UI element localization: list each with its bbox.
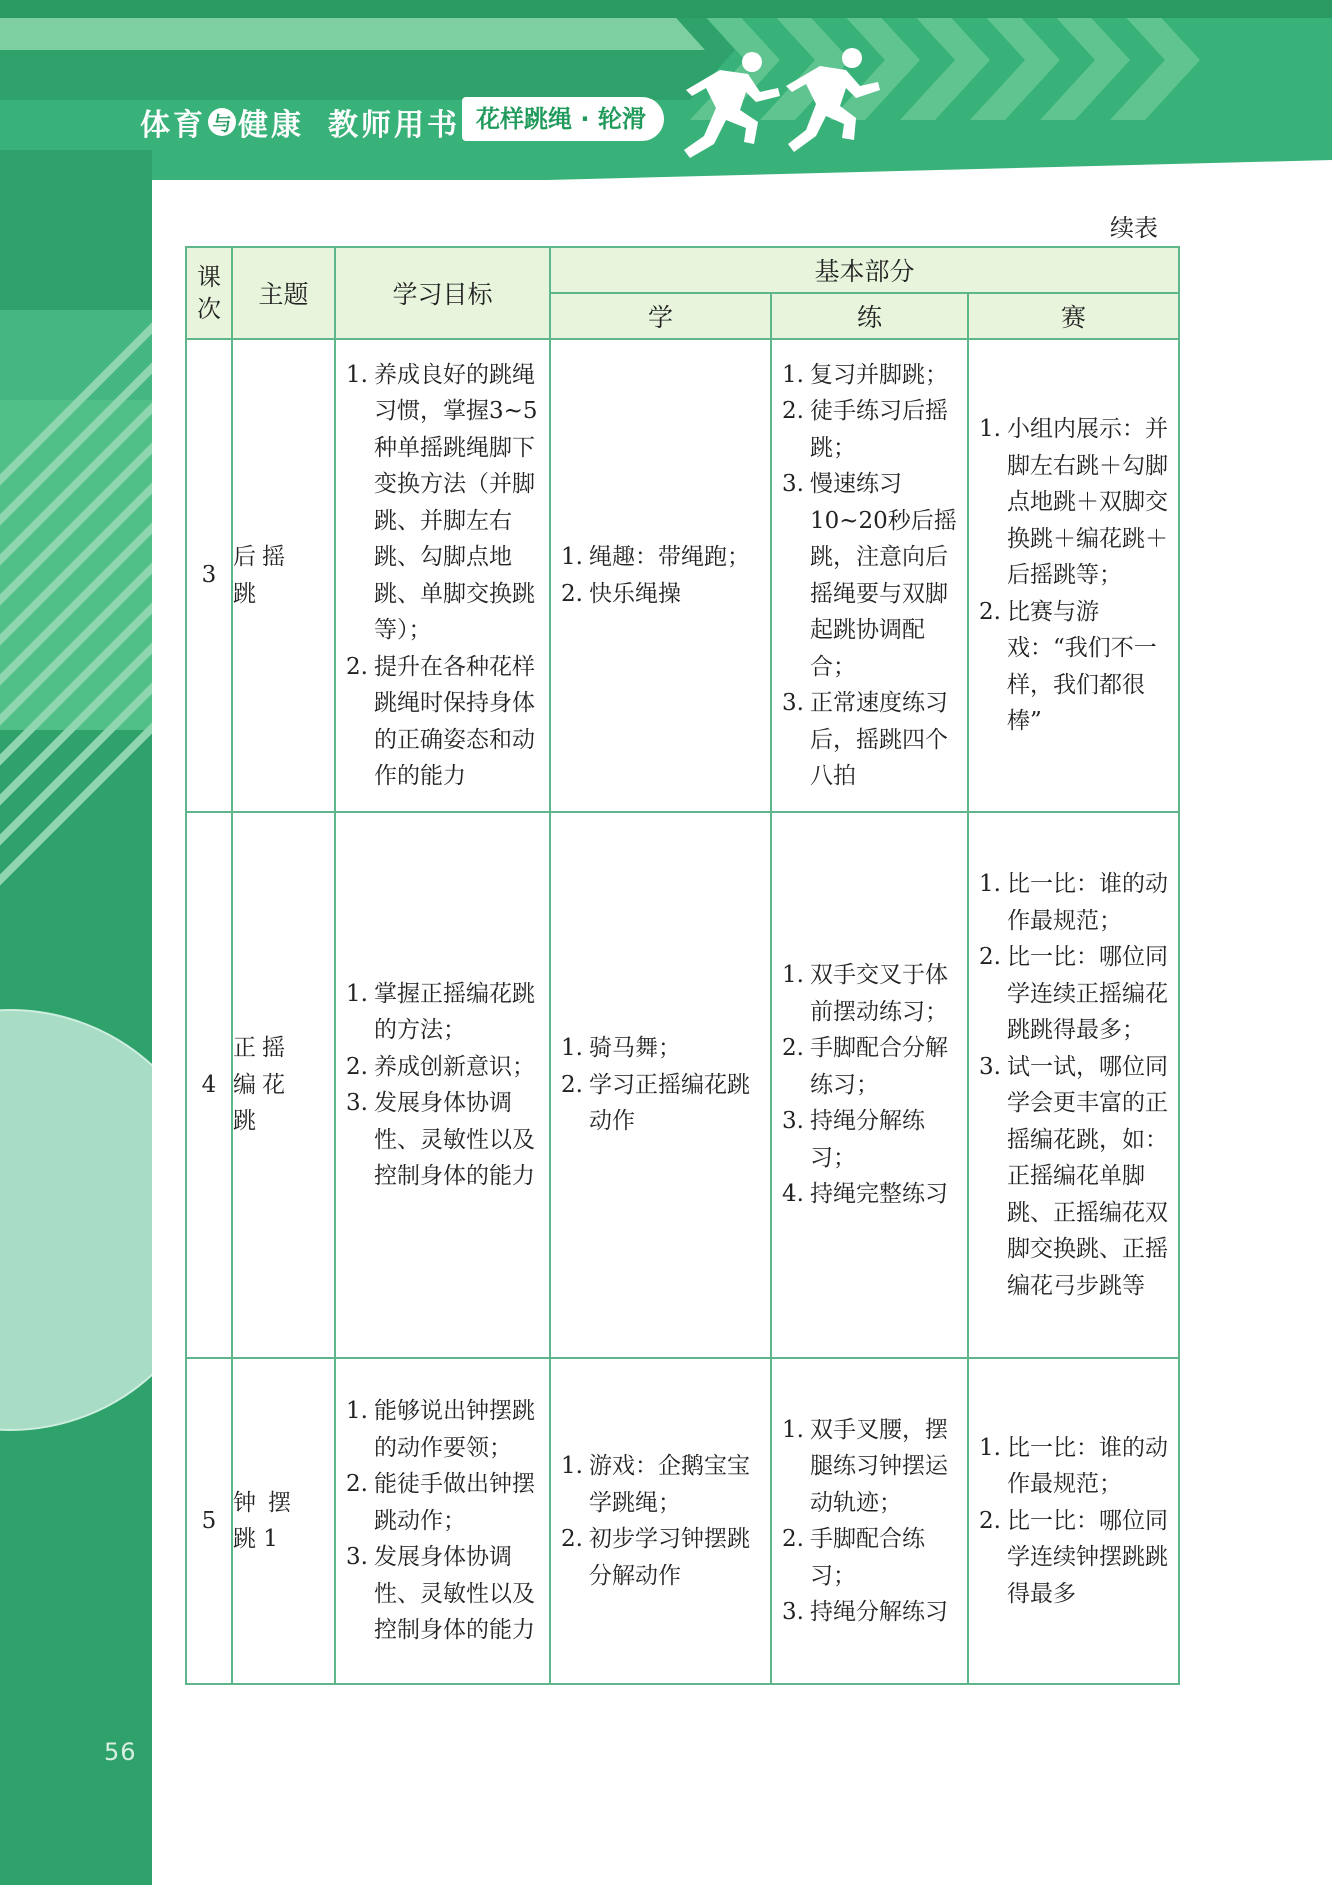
compete-item: 1. 小组内展示：并脚左右跳＋勾脚点地跳＋双脚交换跳＋编花跳＋后摇跳等； <box>979 411 1170 594</box>
learn-item: 2. 学习正摇编花跳动作 <box>561 1067 762 1140</box>
header-basic-part: 基本部分 <box>550 247 1179 293</box>
goals-cell <box>335 812 550 1358</box>
table-row <box>186 1358 1179 1684</box>
goal-item: 2. 养成创新意识； <box>346 1049 541 1086</box>
goals-cell <box>335 339 550 812</box>
compete-cell <box>968 812 1179 1358</box>
goal-item: 1. 能够说出钟摆跳的动作要领； <box>346 1393 541 1466</box>
learn-cell <box>550 1358 771 1684</box>
header-topic: 主题 <box>232 247 335 339</box>
practice-item: 1. 复习并脚跳； <box>782 357 959 394</box>
practice-item: 1. 双手叉腰，摆腿练习钟摆运动轨迹； <box>782 1412 959 1522</box>
lesson-topic: 后摇跳 <box>232 339 335 812</box>
compete-item: 1. 比一比：谁的动作最规范； <box>979 1430 1170 1503</box>
goal-item: 3. 发展身体协调性、灵敏性以及控制身体的能力 <box>346 1539 541 1649</box>
compete-cell <box>968 339 1179 812</box>
practice-cell <box>771 812 968 1358</box>
practice-item: 4. 持绳完整练习 <box>782 1176 959 1213</box>
practice-item: 1. 双手交叉于体前摆动练习； <box>782 957 959 1030</box>
learn-item: 2. 初步学习钟摆跳分解动作 <box>561 1521 762 1594</box>
lesson-number: 5 <box>186 1358 232 1684</box>
learn-item: 1. 游戏：企鹅宝宝学跳绳； <box>561 1448 762 1521</box>
goal-item: 2. 提升在各种花样跳绳时保持身体的正确姿态和动作的能力 <box>346 649 541 795</box>
continued-label: 续表 <box>1110 214 1158 242</box>
table-row <box>186 339 1179 812</box>
goal-item: 1. 掌握正摇编花跳的方法； <box>346 976 541 1049</box>
lesson-number: 4 <box>186 812 232 1358</box>
compete-item: 2. 比赛与游戏：“我们不一样，我们都很棒” <box>979 594 1170 740</box>
lesson-number: 3 <box>186 339 232 812</box>
book-title <box>140 100 460 144</box>
lesson-topic: 钟摆跳 1 <box>232 1358 335 1684</box>
goal-item: 1. 养成良好的跳绳习惯，掌握3~5种单摇跳绳脚下变换方法（并脚跳、并脚左右跳、勾脚点地跳、单脚交换跳等）； <box>346 357 541 649</box>
practice-item: 3. 持绳分解练习； <box>782 1103 959 1176</box>
page-number: 56 <box>104 1738 137 1766</box>
compete-item: 2. 比一比：哪位同学连续钟摆跳跳得最多 <box>979 1503 1170 1613</box>
title-connector: 与 <box>208 108 236 136</box>
practice-cell <box>771 1358 968 1684</box>
header-lesson: 课次 <box>186 247 232 339</box>
compete-cell <box>968 1358 1179 1684</box>
practice-item: 2. 手脚配合练习； <box>782 1521 959 1594</box>
header-goal: 学习目标 <box>335 247 550 339</box>
title-teacher-book: 教师用书 <box>328 108 460 143</box>
header-practice: 练 <box>771 293 968 339</box>
practice-cell <box>771 339 968 812</box>
compete-item: 3. 试一试，哪位同学会更丰富的正摇编花跳，如：正摇编花单脚跳、正摇编花双脚交换跳、正摇编花弓步跳等 <box>979 1049 1170 1305</box>
goal-item: 2. 能徒手做出钟摆跳动作； <box>346 1466 541 1539</box>
learn-item: 1. 骑马舞； <box>561 1030 762 1067</box>
goals-cell <box>335 1358 550 1684</box>
runners-icon <box>670 48 880 158</box>
goal-item: 3. 发展身体协调性、灵敏性以及控制身体的能力 <box>346 1085 541 1195</box>
compete-item: 2. 比一比：哪位同学连续正摇编花跳跳得最多； <box>979 939 1170 1049</box>
compete-item: 1. 比一比：谁的动作最规范； <box>979 866 1170 939</box>
practice-item: 3. 持绳分解练习 <box>782 1594 959 1631</box>
header-compete: 赛 <box>968 293 1179 339</box>
learn-item: 1. 绳趣：带绳跑； <box>561 539 762 576</box>
learn-cell <box>550 812 771 1358</box>
title-subject-2: 健康 <box>238 108 304 143</box>
practice-item: 2. 手脚配合分解练习； <box>782 1030 959 1103</box>
table-row <box>186 812 1179 1358</box>
learn-item: 2. 快乐绳操 <box>561 576 762 613</box>
practice-item: 2. 徒手练习后摇跳； <box>782 393 959 466</box>
practice-item: 3. 慢速练习10~20秒后摇跳，注意向后摇绳要与双脚起跳协调配合； <box>782 466 959 685</box>
practice-item: 3. 正常速度练习后，摇跳四个八拍 <box>782 685 959 795</box>
learn-cell <box>550 339 771 812</box>
chapter-subtitle: 花样跳绳 · 轮滑 <box>462 97 664 141</box>
lesson-topic: 正摇编花跳 <box>232 812 335 1358</box>
title-subject: 体育 <box>140 108 206 143</box>
lesson-plan-table <box>185 246 1180 1685</box>
header-learn: 学 <box>550 293 771 339</box>
